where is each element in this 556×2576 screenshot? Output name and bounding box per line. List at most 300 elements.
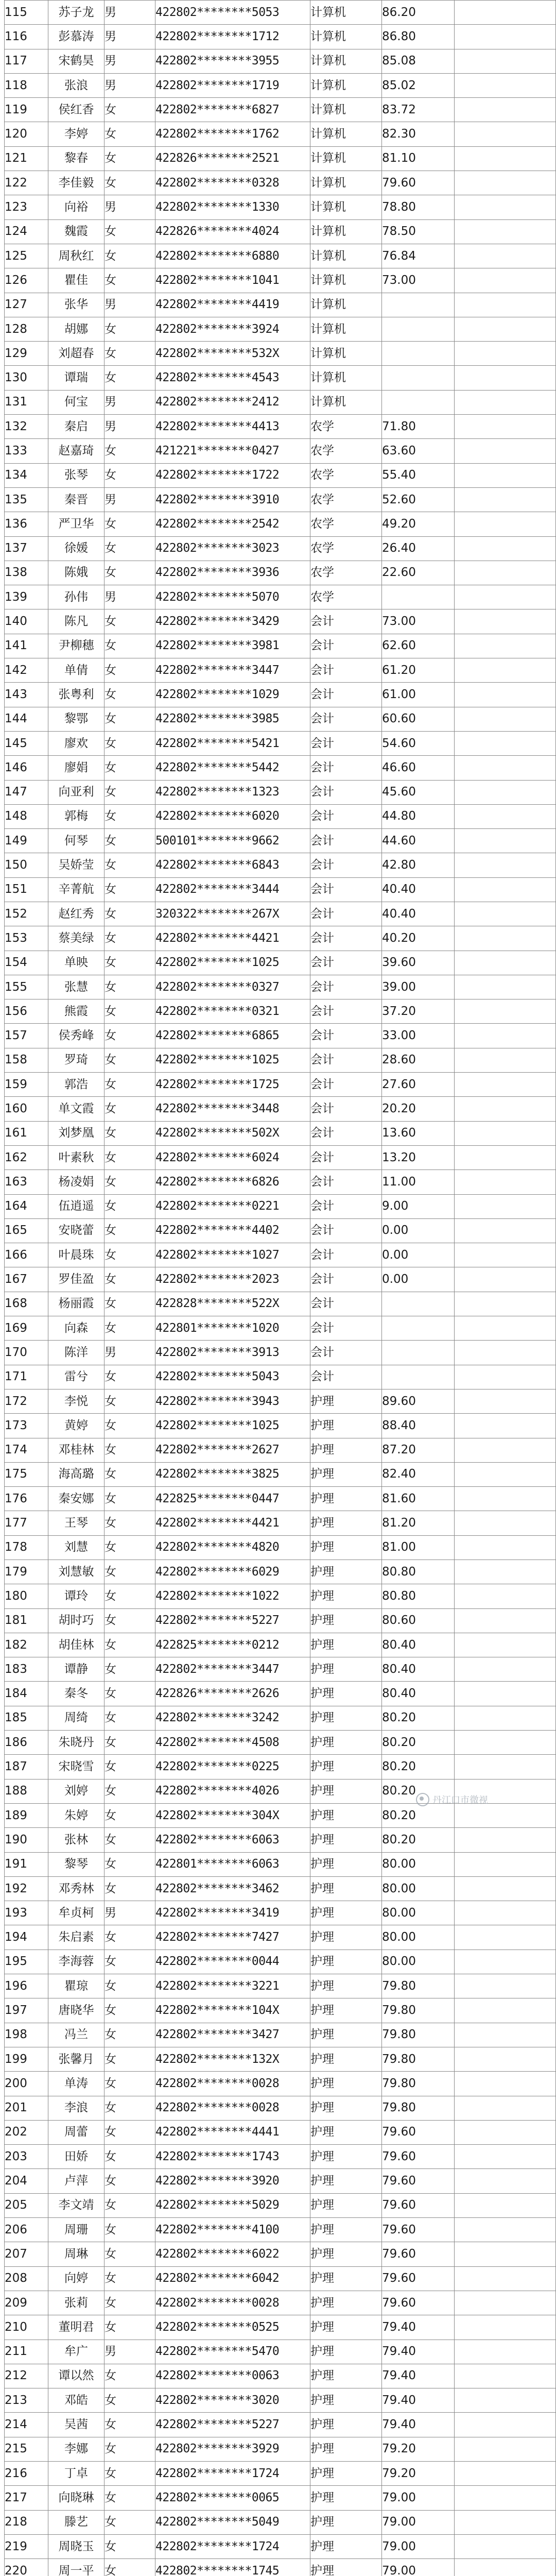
name-cell: 秦启 <box>48 415 105 439</box>
empty-cell <box>455 2510 556 2534</box>
table-row <box>5 1852 556 1876</box>
gender-cell: 女 <box>105 658 155 683</box>
id-number-cell: 422802********5053 <box>155 1 310 25</box>
major-cell: 护理 <box>310 1414 382 1438</box>
row-number: 183 <box>5 1657 48 1682</box>
gender-cell: 男 <box>105 1341 155 1365</box>
score-cell: 80.00 <box>382 1876 455 1901</box>
camera-icon <box>416 1793 429 1806</box>
score-cell: 79.60 <box>382 2120 455 2144</box>
major-cell: 会计 <box>310 1145 382 1170</box>
table-row <box>5 2072 556 2096</box>
id-number-cell: 422802********3955 <box>155 49 310 73</box>
id-number-cell: 422802********1323 <box>155 780 310 804</box>
empty-cell <box>455 1950 556 1974</box>
table-row <box>5 171 556 195</box>
id-number-cell: 422802********1722 <box>155 463 310 487</box>
empty-cell <box>455 2242 556 2266</box>
major-cell: 会计 <box>310 1243 382 1267</box>
empty-cell <box>455 98 556 122</box>
name-cell: 宋晓雪 <box>48 1755 105 1779</box>
gender-cell: 女 <box>105 2559 155 2576</box>
major-cell: 会计 <box>310 658 382 683</box>
name-cell: 郭梅 <box>48 804 105 828</box>
gender-cell: 女 <box>105 1389 155 1413</box>
name-cell: 向婷 <box>48 2266 105 2291</box>
score-cell: 79.60 <box>382 2242 455 2266</box>
empty-cell <box>455 122 556 146</box>
row-number: 129 <box>5 342 48 366</box>
table-row <box>5 853 556 877</box>
score-cell: 55.40 <box>382 463 455 487</box>
table-row <box>5 2291 556 2315</box>
name-cell: 黎春 <box>48 146 105 171</box>
id-number-cell: 422802********104X <box>155 1998 310 2023</box>
score-cell: 49.20 <box>382 512 455 536</box>
major-cell: 会计 <box>310 1048 382 1072</box>
major-cell: 会计 <box>310 634 382 658</box>
id-number-cell: 422802********5442 <box>155 756 310 780</box>
row-number: 165 <box>5 1218 48 1243</box>
gender-cell: 女 <box>105 1608 155 1633</box>
row-number: 116 <box>5 25 48 49</box>
score-cell: 79.20 <box>382 2461 455 2485</box>
table-row <box>5 2145 556 2169</box>
name-cell: 李婷 <box>48 122 105 146</box>
score-cell: 79.60 <box>382 2218 455 2242</box>
name-cell: 侯红香 <box>48 98 105 122</box>
score-cell: 81.20 <box>382 1511 455 1535</box>
score-cell <box>382 390 455 414</box>
table-row <box>5 1365 556 1389</box>
gender-cell: 女 <box>105 561 155 585</box>
score-cell: 28.60 <box>382 1048 455 1072</box>
gender-cell: 女 <box>105 1097 155 1121</box>
empty-cell <box>455 2096 556 2120</box>
empty-cell <box>455 1657 556 1682</box>
gender-cell: 女 <box>105 804 155 828</box>
row-number: 143 <box>5 683 48 707</box>
empty-cell <box>455 195 556 219</box>
table-row <box>5 2461 556 2485</box>
score-cell: 79.00 <box>382 2559 455 2576</box>
name-cell: 魏霞 <box>48 219 105 244</box>
gender-cell: 男 <box>105 1901 155 1925</box>
gender-cell: 男 <box>105 390 155 414</box>
row-number: 166 <box>5 1243 48 1267</box>
empty-cell <box>455 1389 556 1413</box>
id-number-cell: 422802********0065 <box>155 2486 310 2510</box>
name-cell: 叶晨珠 <box>48 1243 105 1267</box>
table-row <box>5 2096 556 2120</box>
watermark-text: 丹江口市微视 <box>432 1795 488 1806</box>
id-number-cell: 422802********5421 <box>155 731 310 755</box>
name-cell: 刘超春 <box>48 342 105 366</box>
name-cell: 熊霞 <box>48 999 105 1024</box>
gender-cell: 女 <box>105 1779 155 1803</box>
row-number: 212 <box>5 2364 48 2388</box>
name-cell: 张林 <box>48 1828 105 1852</box>
row-number: 197 <box>5 1998 48 2023</box>
score-cell: 80.00 <box>382 1901 455 1925</box>
gender-cell: 女 <box>105 2023 155 2047</box>
name-cell: 雷兮 <box>48 1365 105 1389</box>
name-cell: 张莉 <box>48 2291 105 2315</box>
row-number: 127 <box>5 293 48 317</box>
major-cell: 护理 <box>310 1974 382 1998</box>
name-cell: 谭静 <box>48 1657 105 1682</box>
gender-cell: 女 <box>105 609 155 634</box>
score-cell: 40.40 <box>382 877 455 902</box>
id-number-cell: 422802********3825 <box>155 1462 310 1486</box>
table-row <box>5 1925 556 1950</box>
major-cell: 护理 <box>310 2169 382 2193</box>
name-cell: 瞿琼 <box>48 1974 105 1998</box>
empty-cell <box>455 902 556 926</box>
row-number: 128 <box>5 317 48 341</box>
gender-cell: 女 <box>105 2461 155 2485</box>
table-row <box>5 2242 556 2266</box>
table-row <box>5 877 556 902</box>
id-number-cell: 422802********1745 <box>155 2559 310 2576</box>
name-cell: 李文靖 <box>48 2193 105 2217</box>
id-number-cell: 422802********0328 <box>155 171 310 195</box>
score-cell: 89.60 <box>382 1389 455 1413</box>
table-row <box>5 2559 556 2576</box>
gender-cell: 女 <box>105 268 155 293</box>
score-cell: 22.60 <box>382 561 455 585</box>
empty-cell <box>455 731 556 755</box>
row-number: 163 <box>5 1170 48 1194</box>
score-cell <box>382 317 455 341</box>
major-cell: 护理 <box>310 2218 382 2242</box>
id-number-cell: 422802********1743 <box>155 2145 310 2169</box>
major-cell: 农学 <box>310 439 382 463</box>
row-number: 211 <box>5 2340 48 2364</box>
table-row <box>5 1121 556 1145</box>
name-cell: 刘慧敏 <box>48 1560 105 1584</box>
name-cell: 宋鹤昊 <box>48 49 105 73</box>
row-number: 177 <box>5 1511 48 1535</box>
name-cell: 吴茜 <box>48 2413 105 2437</box>
name-cell: 张浪 <box>48 73 105 97</box>
table-row <box>5 1292 556 1316</box>
gender-cell: 女 <box>105 2364 155 2388</box>
score-cell: 62.60 <box>382 634 455 658</box>
major-cell: 护理 <box>310 2072 382 2096</box>
score-cell: 80.00 <box>382 1925 455 1950</box>
empty-cell <box>455 219 556 244</box>
empty-cell <box>455 536 556 561</box>
name-cell: 陈凡 <box>48 609 105 634</box>
empty-cell <box>455 2388 556 2413</box>
empty-cell <box>455 2023 556 2047</box>
row-number: 134 <box>5 463 48 487</box>
name-cell: 丁卓 <box>48 2461 105 2485</box>
id-number-cell: 422802********1027 <box>155 1243 310 1267</box>
gender-cell: 男 <box>105 415 155 439</box>
row-number: 130 <box>5 366 48 390</box>
table-row <box>5 98 556 122</box>
empty-cell <box>455 975 556 999</box>
name-cell: 单映 <box>48 951 105 975</box>
id-number-cell: 422802********1719 <box>155 73 310 97</box>
major-cell: 农学 <box>310 487 382 512</box>
gender-cell: 女 <box>105 1316 155 1341</box>
gender-cell: 女 <box>105 1852 155 1876</box>
major-cell: 计算机 <box>310 219 382 244</box>
empty-cell <box>455 1535 556 1560</box>
name-cell: 严卫华 <box>48 512 105 536</box>
gender-cell: 女 <box>105 1511 155 1535</box>
id-number-cell: 500101********9662 <box>155 829 310 853</box>
name-cell: 安晓蕾 <box>48 1218 105 1243</box>
gender-cell: 女 <box>105 2486 155 2510</box>
score-cell: 46.60 <box>382 756 455 780</box>
score-cell: 80.00 <box>382 1950 455 1974</box>
score-cell: 85.02 <box>382 73 455 97</box>
table-row <box>5 2218 556 2242</box>
name-cell: 周晓玉 <box>48 2534 105 2558</box>
id-number-cell: 422802********3221 <box>155 1974 310 1998</box>
name-cell: 何宝 <box>48 390 105 414</box>
major-cell: 护理 <box>310 2559 382 2576</box>
table-row <box>5 683 556 707</box>
empty-cell <box>455 1682 556 1706</box>
major-cell: 护理 <box>310 1998 382 2023</box>
gender-cell: 女 <box>105 1755 155 1779</box>
gender-cell: 女 <box>105 951 155 975</box>
row-number: 142 <box>5 658 48 683</box>
table-row <box>5 731 556 755</box>
table-row <box>5 1462 556 1486</box>
table-row <box>5 707 556 731</box>
row-number: 141 <box>5 634 48 658</box>
major-cell: 计算机 <box>310 293 382 317</box>
score-cell: 71.80 <box>382 415 455 439</box>
name-cell: 周蕾 <box>48 2120 105 2144</box>
gender-cell: 女 <box>105 2072 155 2096</box>
score-cell: 80.80 <box>382 1560 455 1584</box>
major-cell: 护理 <box>310 2023 382 2047</box>
id-number-cell: 422802********1022 <box>155 1584 310 1608</box>
empty-cell <box>455 317 556 341</box>
score-cell <box>382 342 455 366</box>
major-cell: 护理 <box>310 2510 382 2534</box>
table-row <box>5 2388 556 2413</box>
gender-cell: 女 <box>105 1974 155 1998</box>
name-cell: 单文霞 <box>48 1097 105 1121</box>
name-cell: 吴娇莹 <box>48 853 105 877</box>
table-row <box>5 1194 556 1218</box>
table-row <box>5 1535 556 1560</box>
row-number: 156 <box>5 999 48 1024</box>
empty-cell <box>455 2193 556 2217</box>
gender-cell: 女 <box>105 731 155 755</box>
major-cell: 会计 <box>310 1121 382 1145</box>
major-cell: 会计 <box>310 1292 382 1316</box>
gender-cell: 男 <box>105 2340 155 2364</box>
gender-cell: 女 <box>105 1438 155 1462</box>
table-row <box>5 439 556 463</box>
gender-cell: 女 <box>105 1828 155 1852</box>
major-cell: 计算机 <box>310 73 382 97</box>
gender-cell: 女 <box>105 2413 155 2437</box>
id-number-cell: 422802********2023 <box>155 1267 310 1292</box>
empty-cell <box>455 1998 556 2023</box>
row-number: 140 <box>5 609 48 634</box>
score-sheet <box>4 0 552 2576</box>
id-number-cell: 422802********5043 <box>155 1365 310 1389</box>
major-cell: 护理 <box>310 2461 382 2485</box>
row-number: 179 <box>5 1560 48 1584</box>
row-number: 181 <box>5 1608 48 1633</box>
row-number: 176 <box>5 1487 48 1511</box>
empty-cell <box>455 1462 556 1486</box>
major-cell: 会计 <box>310 1267 382 1292</box>
id-number-cell: 422802********0063 <box>155 2364 310 2388</box>
name-cell: 尹柳穗 <box>48 634 105 658</box>
empty-cell <box>455 926 556 951</box>
major-cell: 护理 <box>310 1633 382 1657</box>
row-number: 126 <box>5 268 48 293</box>
table-row <box>5 780 556 804</box>
gender-cell: 女 <box>105 1876 155 1901</box>
gender-cell: 女 <box>105 1487 155 1511</box>
gender-cell: 女 <box>105 439 155 463</box>
name-cell: 董明君 <box>48 2315 105 2340</box>
score-cell: 73.00 <box>382 609 455 634</box>
name-cell: 谭玲 <box>48 1584 105 1608</box>
row-number: 186 <box>5 1731 48 1755</box>
table-row <box>5 219 556 244</box>
major-cell: 会计 <box>310 829 382 853</box>
empty-cell <box>455 999 556 1024</box>
row-number: 169 <box>5 1316 48 1341</box>
name-cell: 向森 <box>48 1316 105 1341</box>
major-cell: 护理 <box>310 2340 382 2364</box>
score-cell <box>382 1365 455 1389</box>
row-number: 171 <box>5 1365 48 1389</box>
row-number: 192 <box>5 1876 48 1901</box>
row-number: 138 <box>5 561 48 585</box>
row-number: 157 <box>5 1024 48 1048</box>
id-number-cell: 422802********0221 <box>155 1194 310 1218</box>
empty-cell <box>455 1755 556 1779</box>
empty-cell <box>455 609 556 634</box>
table-row <box>5 122 556 146</box>
gender-cell: 男 <box>105 73 155 97</box>
major-cell: 会计 <box>310 975 382 999</box>
empty-cell <box>455 707 556 731</box>
name-cell: 廖娟 <box>48 756 105 780</box>
score-cell: 63.60 <box>382 439 455 463</box>
empty-cell <box>455 1097 556 1121</box>
gender-cell: 女 <box>105 2315 155 2340</box>
empty-cell <box>455 390 556 414</box>
name-cell: 侯秀峰 <box>48 1024 105 1048</box>
name-cell: 蔡美绿 <box>48 926 105 951</box>
table-row <box>5 2510 556 2534</box>
id-number-cell: 422802********3936 <box>155 561 310 585</box>
table-row <box>5 829 556 853</box>
gender-cell: 女 <box>105 2291 155 2315</box>
score-cell: 82.40 <box>382 1462 455 1486</box>
score-cell: 42.80 <box>382 853 455 877</box>
id-number-cell: 422802********5227 <box>155 2413 310 2437</box>
empty-cell <box>455 853 556 877</box>
id-number-cell: 422802********4413 <box>155 415 310 439</box>
major-cell: 护理 <box>310 1657 382 1682</box>
id-number-cell: 422802********0028 <box>155 2072 310 2096</box>
empty-cell <box>455 1608 556 1633</box>
score-cell: 80.80 <box>382 1584 455 1608</box>
score-cell: 9.00 <box>382 1194 455 1218</box>
score-cell: 27.60 <box>382 1073 455 1097</box>
major-cell: 护理 <box>310 1803 382 1827</box>
id-number-cell: 422802********3429 <box>155 609 310 634</box>
empty-cell <box>455 2072 556 2096</box>
id-number-cell: 422802********1029 <box>155 683 310 707</box>
table-row <box>5 561 556 585</box>
name-cell: 苏子龙 <box>48 1 105 25</box>
table-row <box>5 195 556 219</box>
row-number: 175 <box>5 1462 48 1486</box>
empty-cell <box>455 951 556 975</box>
row-number: 220 <box>5 2559 48 2576</box>
major-cell: 计算机 <box>310 342 382 366</box>
table-row <box>5 609 556 634</box>
score-cell: 79.80 <box>382 1974 455 1998</box>
gender-cell: 女 <box>105 1925 155 1950</box>
id-number-cell: 422802********0327 <box>155 975 310 999</box>
score-cell: 0.00 <box>382 1243 455 1267</box>
score-cell: 79.40 <box>382 2340 455 2364</box>
score-cell: 79.40 <box>382 2315 455 2340</box>
id-number-cell: 422802********3913 <box>155 1341 310 1365</box>
row-number: 152 <box>5 902 48 926</box>
row-number: 174 <box>5 1438 48 1462</box>
row-number: 120 <box>5 122 48 146</box>
id-number-cell: 422826********4024 <box>155 219 310 244</box>
id-number-cell: 422802********3981 <box>155 634 310 658</box>
gender-cell: 女 <box>105 829 155 853</box>
major-cell: 计算机 <box>310 25 382 49</box>
score-cell <box>382 585 455 609</box>
major-cell: 护理 <box>310 1731 382 1755</box>
score-cell: 80.40 <box>382 1633 455 1657</box>
score-cell <box>382 1292 455 1316</box>
empty-cell <box>455 829 556 853</box>
empty-cell <box>455 561 556 585</box>
empty-cell <box>455 73 556 97</box>
empty-cell <box>455 756 556 780</box>
empty-cell <box>455 1438 556 1462</box>
score-cell: 80.20 <box>382 1803 455 1827</box>
row-number: 207 <box>5 2242 48 2266</box>
table-row <box>5 1145 556 1170</box>
major-cell: 会计 <box>310 853 382 877</box>
major-cell: 会计 <box>310 877 382 902</box>
name-cell: 周绮 <box>48 1706 105 1730</box>
name-cell: 赵嘉琦 <box>48 439 105 463</box>
name-cell: 杨凌娟 <box>48 1170 105 1194</box>
score-cell: 79.40 <box>382 2388 455 2413</box>
empty-cell <box>455 1487 556 1511</box>
score-cell: 80.00 <box>382 1852 455 1876</box>
empty-cell <box>455 877 556 902</box>
id-number-cell: 320322********267X <box>155 902 310 926</box>
